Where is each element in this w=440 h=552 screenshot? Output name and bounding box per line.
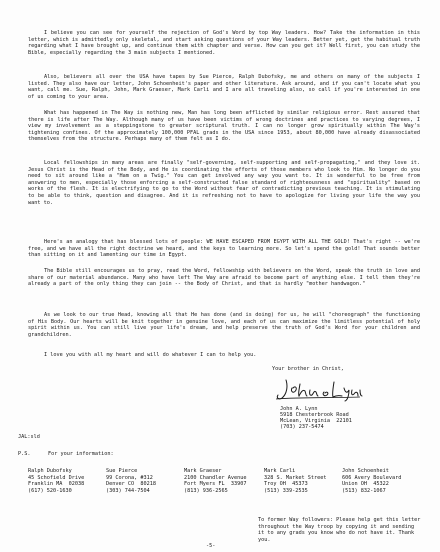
contact-phone: (513) 832-1067: [342, 487, 386, 494]
contact-city: Union OH 45322: [342, 481, 389, 488]
contact-phone: (813) 936-2565: [184, 487, 228, 494]
contact-name: John Schoenheit: [342, 468, 389, 474]
contact-street: 2100 Chandler Avenue: [184, 474, 247, 481]
contact-street: 606 Avery Boulevard: [342, 474, 402, 481]
contact-street: 45 Schofield Drive: [28, 474, 85, 481]
ps-label: P.S.: [18, 451, 31, 457]
closing-line: I love you with all my heart and will do whatever I can to help you.: [44, 352, 257, 358]
typist-initials: JAL:sld: [18, 434, 40, 440]
handwritten-signature: [272, 376, 364, 402]
signoff: Your brother in Christ,: [272, 366, 344, 372]
body-paragraph: The Bible still encourages us to pray, read the Word, fellowship with believers on the Word, speak the truth in love and share of our material abundance. Many who have left The Way are afraid to become part of anything else. I tell them they're already a part of the only thing they can join -- the Body of Christ, and that is hardly "mother handwagon.": [28, 268, 420, 288]
contact-street: 328 S. Market Street: [264, 474, 327, 481]
contact-address: [106, 468, 178, 494]
body-paragraph: I believe you can see for yourself the rejection of God's Word by top Way leaders. How? Take the information in this letter, which is admittedly only skeletal, and start asking questions of your Way leaders. Better yet, get the habitual truth regarding what I have brought up, and continue them with chapter and verse. How can you get it? Well first, you can study the Bible, especially regarding the 3 main subjects I mentioned.: [28, 30, 420, 56]
contact-phone: (513) 339-2535: [264, 487, 308, 494]
sender-city: McLean, Virginia 22101: [280, 418, 352, 424]
contact-address: [28, 468, 100, 494]
contact-city: Fort Myers FL 33907: [184, 481, 247, 488]
contact-phone: (617) 520-1630: [28, 487, 72, 494]
body-paragraph: Also, believers all over the USA have tapes by Sue Pierce, Ralph Dubofsky, me and others on many of the subjects I listed. They also have our letter, John Schoenheit's paper and other literature. Ask around, and if you can't locate what you want, call me. Sue, Ralph, John, Mark Graeser, Mark Carli and I are all traveling also, so call if you're interested in one of us coming to your area.: [28, 74, 420, 100]
body-paragraph: Here's an analogy that has blessed lots of people: WE HAVE ESCAPED FROM EGYPT WITH ALL THE GOLD! That's right -- we're free, and we have all the right doctrine we heard, and the keys to learning more. So let's spend the gold! That sounds better than sitting on it and lamenting our time in Egypt.: [28, 239, 420, 259]
contact-city: Troy OH 45373: [264, 481, 308, 488]
contact-name: Mark Graeser: [184, 468, 222, 474]
contact-phone: (303) 744-7504: [106, 487, 150, 494]
contact-address: [184, 468, 256, 494]
body-paragraph: What has happened in The Way is nothing new, Man has long been afflicted by similar religious error. Rest assured that there is life after The Way. Although many of us have been victims of wrong doctrines and practices to varying degrees, I view my involvement as a steppingstone to greater scriptural truth. I can no longer grow spiritually within The Way's tightening confines. Of the approximately 100,000 PFAL grads in the USA since 1953, about 80,000 have already disassociated themselves from the structure. Perhaps many of them felt as I do.: [28, 110, 420, 143]
contact-name: Sue Pierce: [106, 468, 138, 474]
footer-note: To former Way followers: Please help get this letter throughout the Way troop by copying it and sending it to any grads you know who do not have it. Thank you.: [258, 517, 421, 543]
body-paragraph: Local fellowships in many areas are finally "self-governing, self-supporting and self-propagating," and they love it. Jesus Christ is the Head of the Body, and He is coordinating the efforts of those members who look to Him. No longer do you need to sit around like a "Ham on a Twig." You can get involved any way you want to. It is wonderful to be free from answering to men, especially those enforcing a self-constructed false standard of righteousness and "spirituality" based on works of the flesh. It is electrifying to go to the Word without fear of contradicting previous teaching. It is stimulating to be able to think, question and disagree. And it is refreshing not to have to apologize for living your life the way you want to.: [28, 160, 420, 206]
body-paragraph: As we look to our true Head, knowing all that He has done (and is doing) for us, he will "choreograph" the functioning of His Body. Our hearts will be knit together in genuine love, and each of us can maximize the limitless potential of holy spirit within us. You can still live your life's dream, and help preserve the truth of God's Word for your children and grandchildren.: [28, 312, 420, 338]
page-number: -5-: [206, 543, 216, 550]
contact-name: Ralph Dubofsky: [28, 468, 72, 474]
contact-city: Franklin MA 02038: [28, 481, 85, 488]
sender-phone: (703) 237-5474: [280, 424, 324, 430]
contact-name: Mark Carli: [264, 468, 296, 474]
contact-street: 99 Corona, #312: [106, 474, 153, 481]
contact-address: [264, 468, 336, 494]
sender-name: John A. Lynn: [280, 406, 318, 412]
ps-text: For your information:: [48, 451, 114, 457]
contact-city: Denver CO 80218: [106, 481, 156, 488]
contact-address: [342, 468, 414, 494]
sender-street: 5918 Chesterbrook Road: [280, 412, 349, 418]
